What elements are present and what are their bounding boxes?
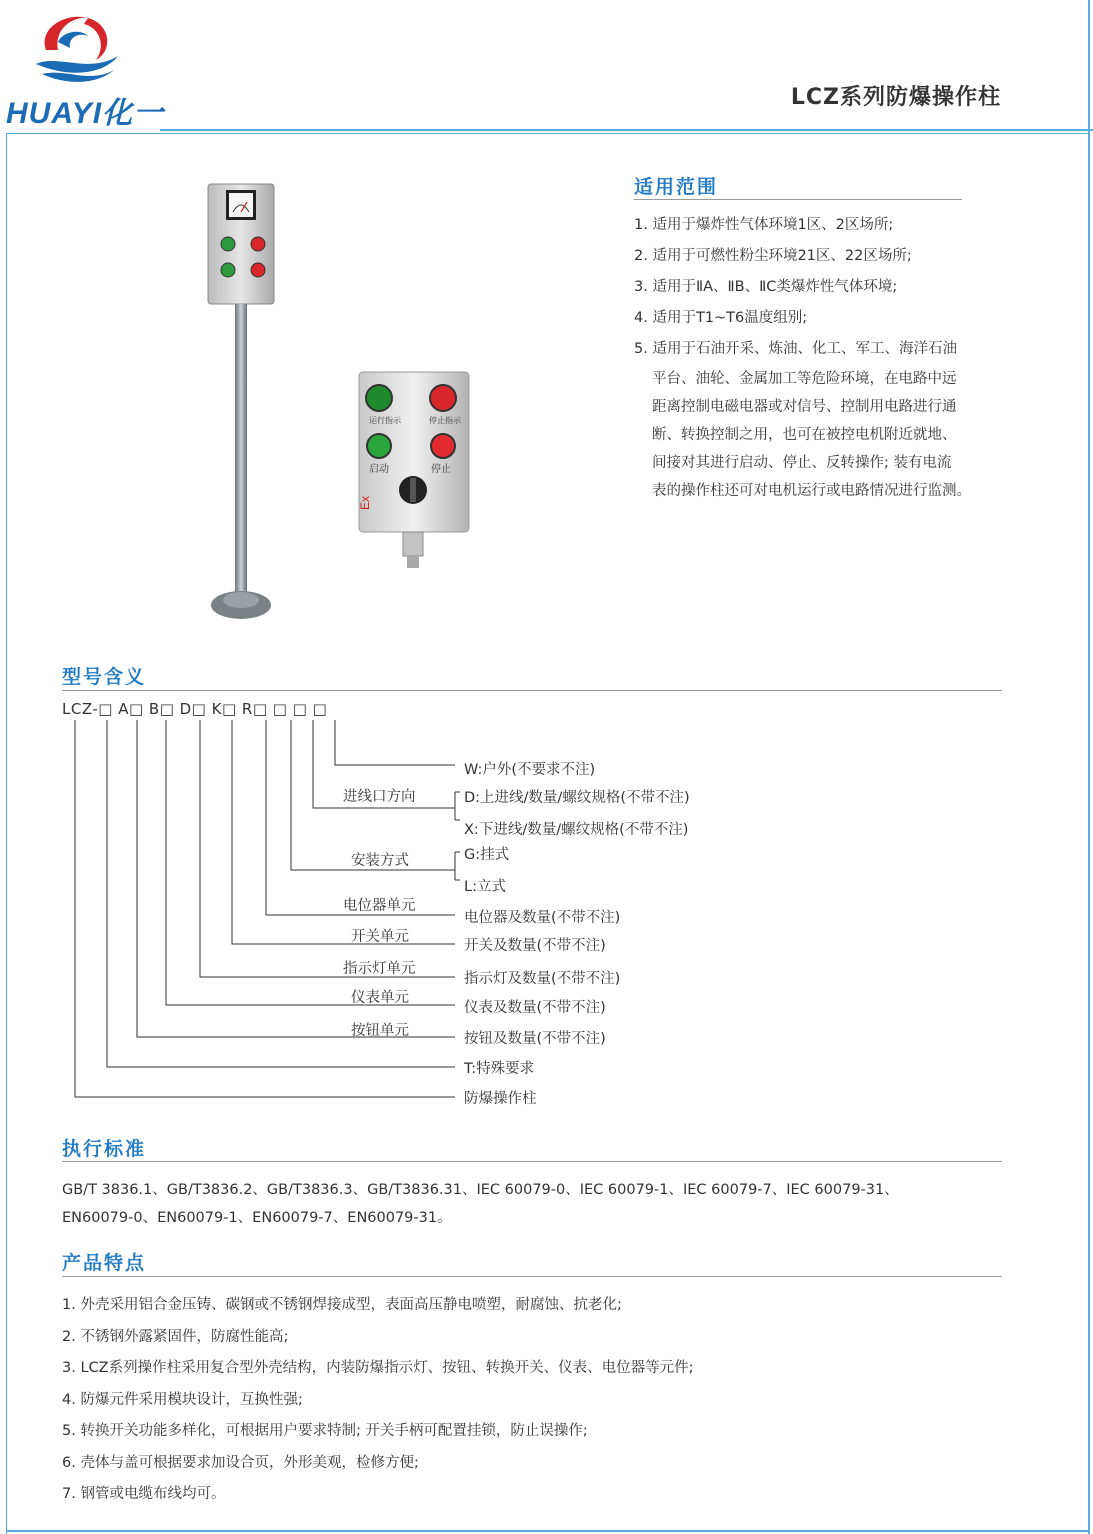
features-section-title: 产品特点	[62, 1252, 147, 1274]
feature-item: 4. 防爆元件采用模块设计，互换性强;	[62, 1391, 303, 1408]
label-button-unit: 按钮单元	[351, 1023, 409, 1039]
label-button: 按钮及数量(不带不注)	[464, 1031, 606, 1047]
label-inlet-bottom: X:下进线/数量/螺纹规格(不带不注)	[464, 822, 689, 838]
scope-item: 2. 适用于可燃性粉尘环境21区、22区场所;	[634, 248, 912, 264]
scope-item: 4. 适用于T1~T6温度组别;	[634, 310, 808, 326]
label-switch-unit: 开关单元	[351, 929, 409, 945]
label-outdoor: W:户外(不要求不注)	[464, 762, 596, 778]
label-inlet-direction: 进线口方向	[343, 789, 416, 805]
label-standing: L:立式	[464, 879, 506, 895]
feature-item: 7. 钢管或电缆布线均可。	[62, 1486, 226, 1502]
label-indicator-unit: 指示灯单元	[343, 961, 416, 977]
features-list	[62, 1290, 1062, 1511]
ex-mark: Ex	[358, 495, 372, 510]
button-label-run: 运行指示	[369, 416, 401, 425]
scope-item-continuation: 表的操作柱还可对电机运行或电路情况进行监测。	[652, 483, 971, 499]
label-switch: 开关及数量(不带不注)	[464, 938, 606, 954]
standards-section-rule	[62, 1161, 1002, 1162]
scope-item-continuation: 平台、油轮、金属加工等危险环境，在电路中远	[652, 371, 957, 387]
feature-item: 1. 外壳采用铝合金压铸、碳钢或不锈钢焊接成型，表面高压静电喷塑，耐腐蚀、抗老化;	[62, 1297, 622, 1313]
feature-item: 6. 壳体与盖可根据要求加设合页，外形美观，检修方便;	[62, 1454, 419, 1471]
scope-item-continuation: 距离控制电磁电器或对信号、控制用电路进行通	[652, 399, 957, 415]
label-meter: 仪表及数量(不带不注)	[464, 1000, 606, 1016]
page-title: LCZ系列防爆操作柱	[790, 85, 1001, 110]
label-potentiometer-unit: 电位器单元	[343, 898, 416, 914]
label-inlet-top: D:上进线/数量/螺纹规格(不带不注)	[464, 790, 690, 806]
button-label-start: 启动	[369, 464, 389, 475]
label-meter-unit: 仪表单元	[351, 990, 409, 1006]
label-product: 防爆操作柱	[464, 1091, 537, 1107]
model-section-title: 型号含义	[62, 666, 147, 688]
button-label-stop-indicator: 停止指示	[429, 416, 461, 425]
feature-item: 2. 不锈钢外露紧固件，防腐性能高;	[62, 1328, 289, 1345]
brand-logo-text: HUAYI化一	[6, 97, 165, 130]
standards-section-title: 执行标准	[62, 1138, 147, 1160]
scope-section-title: 适用范围	[634, 176, 719, 198]
standards-line: GB/T 3836.1、GB/T3836.2、GB/T3836.3、GB/T3836.31、IEC 60079-0、IEC 60079-1、IEC 60079-7、IEC 60079-31、	[62, 1182, 899, 1198]
label-indicator: 指示灯及数量(不带不注)	[464, 971, 621, 987]
label-potentiometer: 电位器及数量(不带不注)	[464, 910, 621, 926]
label-install-mode: 安装方式	[351, 853, 409, 869]
scope-item-continuation: 间接对其进行启动、停止、反转操作; 装有电流	[652, 455, 952, 471]
frame-bottom-border	[6, 1530, 1090, 1532]
model-code: LCZ-□ A□ B□ D□ K□ R□ □ □ □	[62, 700, 328, 718]
scope-item: 1. 适用于爆炸性气体环境1区、2区场所;	[634, 217, 894, 233]
features-section-rule	[62, 1276, 1002, 1277]
button-label-stop: 停止	[431, 464, 451, 475]
scope-item-continuation: 断、转换控制之用，也可在被控电机附近就地、	[652, 427, 957, 443]
standards-line: EN60079-0、EN60079-1、EN60079-7、EN60079-31。	[62, 1210, 452, 1226]
standards-text	[62, 1176, 1062, 1232]
feature-item: 5. 转换开关功能多样化，可根据用户要求特制; 开关手柄可配置挂锁，防止误操作;	[62, 1423, 588, 1439]
scope-item: 5. 适用于石油开采、炼油、化工、军工、海洋石油	[634, 341, 957, 357]
scope-item: 3. 适用于ⅡA、ⅡB、ⅡC类爆炸性气体环境;	[634, 279, 898, 295]
label-special: T:特殊要求	[464, 1061, 535, 1077]
label-hanging: G:挂式	[464, 847, 510, 863]
feature-item: 3. LCZ系列操作柱采用复合型外壳结构，内装防爆指示灯、按钮、转换开关、仪表、电位器等元件;	[62, 1360, 694, 1376]
